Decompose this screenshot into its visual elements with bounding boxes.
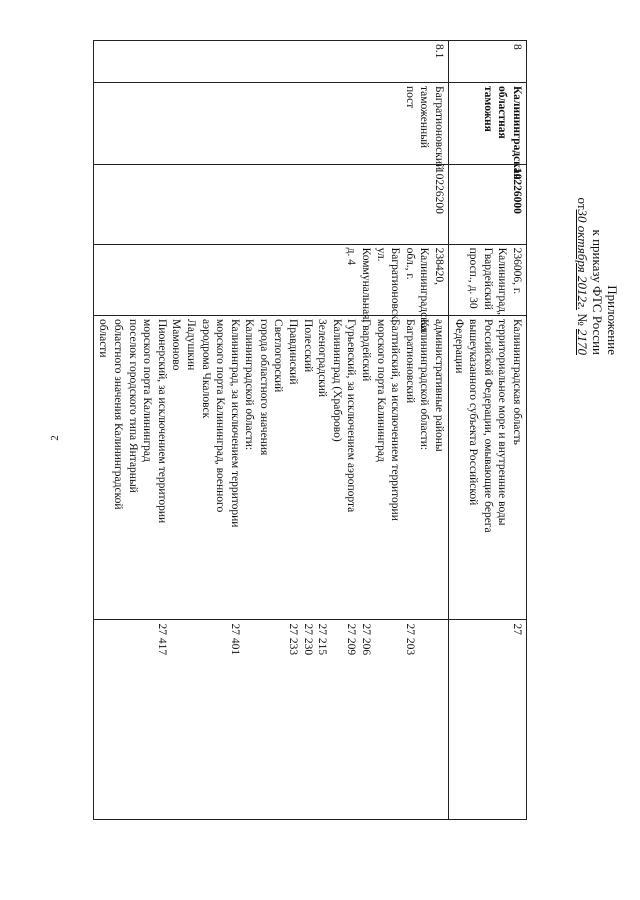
okato-code xyxy=(417,623,432,816)
customs-table-body xyxy=(93,41,526,820)
zone-line: морского порта Калининград xyxy=(141,319,154,462)
table-row xyxy=(449,41,527,820)
header-date-number xyxy=(575,40,590,860)
okato-cell xyxy=(93,620,448,820)
zone-line: Калининградская область xyxy=(511,319,523,445)
zone-cell xyxy=(449,316,527,620)
zone-line: города областного значения xyxy=(257,319,270,456)
okato-code xyxy=(242,623,257,816)
okato-code xyxy=(271,623,286,816)
zone-line: Российской Федерации, омывающие берега xyxy=(481,319,494,533)
zone-line: Правдинский xyxy=(287,319,300,385)
customs-code-cell: 10226000 xyxy=(449,164,527,244)
okato-code xyxy=(388,623,403,816)
header-number-sign: № xyxy=(575,310,590,329)
header-appendix: Приложение xyxy=(605,285,620,355)
address-cell: 238420, Калининградская обл., г. Багратионовск, ул. Коммунальная, д. 4 xyxy=(93,244,448,315)
zone-line: Ладушкин xyxy=(184,319,197,371)
okato-code xyxy=(431,623,446,816)
header-order-number: 2170 xyxy=(575,329,590,355)
document-header xyxy=(530,40,620,860)
address-cell: 236006, г. Калининград, Гвардейский просп., д. 30 xyxy=(449,244,527,315)
zone-line: Гвардейский xyxy=(360,319,373,382)
zone-cell xyxy=(93,316,448,620)
rotated-page xyxy=(97,40,620,860)
zone-line: областного значения Калининградской xyxy=(111,319,124,510)
customs-table xyxy=(93,40,527,820)
zone-line: Светлогорский xyxy=(272,319,285,393)
zone-line: Калининград (Храброво) xyxy=(330,319,343,442)
zone-line: поселок городского типа Янтарный xyxy=(126,319,139,493)
okato-code xyxy=(169,623,184,816)
okato-code: 27 233 xyxy=(287,623,300,656)
okato-code: 27 206 xyxy=(360,623,373,656)
okato-code: 27 417 xyxy=(155,623,168,656)
zone-line: Багратионовский xyxy=(403,319,416,404)
table-row xyxy=(93,41,448,820)
zone-line: морского порта Калининград, военного xyxy=(214,319,227,513)
okato-code xyxy=(329,623,344,816)
customs-code-cell: 10226200 xyxy=(93,164,448,244)
row-number-cell: 8.1 xyxy=(93,41,448,83)
okato-code xyxy=(198,623,213,816)
okato-code xyxy=(183,623,198,816)
header-order-ref: к приказу ФТС России xyxy=(590,229,605,355)
okato-code: 27 209 xyxy=(345,623,358,656)
zone-line: морского порта Калининград xyxy=(374,319,387,462)
header-date: 30 октября 2012г. xyxy=(575,209,590,311)
okato-code xyxy=(256,623,271,816)
okato-cell xyxy=(449,620,527,820)
page-number: 2 xyxy=(48,435,61,441)
header-date-prefix: от xyxy=(575,197,590,210)
zone-line: территориальное море и внутренние воды xyxy=(496,319,509,526)
okato-code: 27 401 xyxy=(228,623,241,656)
row-number-cell: 8 xyxy=(449,41,527,83)
customs-name-cell: Багратионовский таможенный пост xyxy=(93,82,448,164)
zone-line: Балтийский, за исключением территории xyxy=(389,319,402,521)
zone-line: административные районы xyxy=(433,319,446,452)
customs-name-cell: Калининградская областная таможня xyxy=(449,82,527,164)
okato-code: 27 xyxy=(511,623,523,635)
zone-line: Калининград, за исключением территории xyxy=(228,319,241,528)
zone-line: Мамоново xyxy=(170,319,183,371)
zone-line: Калининградской области: xyxy=(243,319,256,451)
zone-line: Зеленоградский xyxy=(316,319,329,398)
okato-code: 27 215 xyxy=(316,623,329,656)
zone-line: Калининградской области: xyxy=(418,319,431,451)
okato-code xyxy=(213,623,228,816)
okato-code: 27 230 xyxy=(301,623,314,656)
okato-code xyxy=(373,623,388,816)
zone-line: вышеуказанного субъекта Российской xyxy=(467,319,480,506)
zone-line: Полесский xyxy=(301,319,314,373)
zone-line: Гурьевский, за исключением аэропорта xyxy=(345,319,358,513)
zone-line: области xyxy=(97,319,110,358)
okato-code: 27 203 xyxy=(403,623,416,656)
zone-line: Пионерский, за исключением территории xyxy=(155,319,168,524)
zone-line: Федерации xyxy=(452,319,465,374)
zone-line: аэродрома Чкаловск xyxy=(199,319,212,419)
